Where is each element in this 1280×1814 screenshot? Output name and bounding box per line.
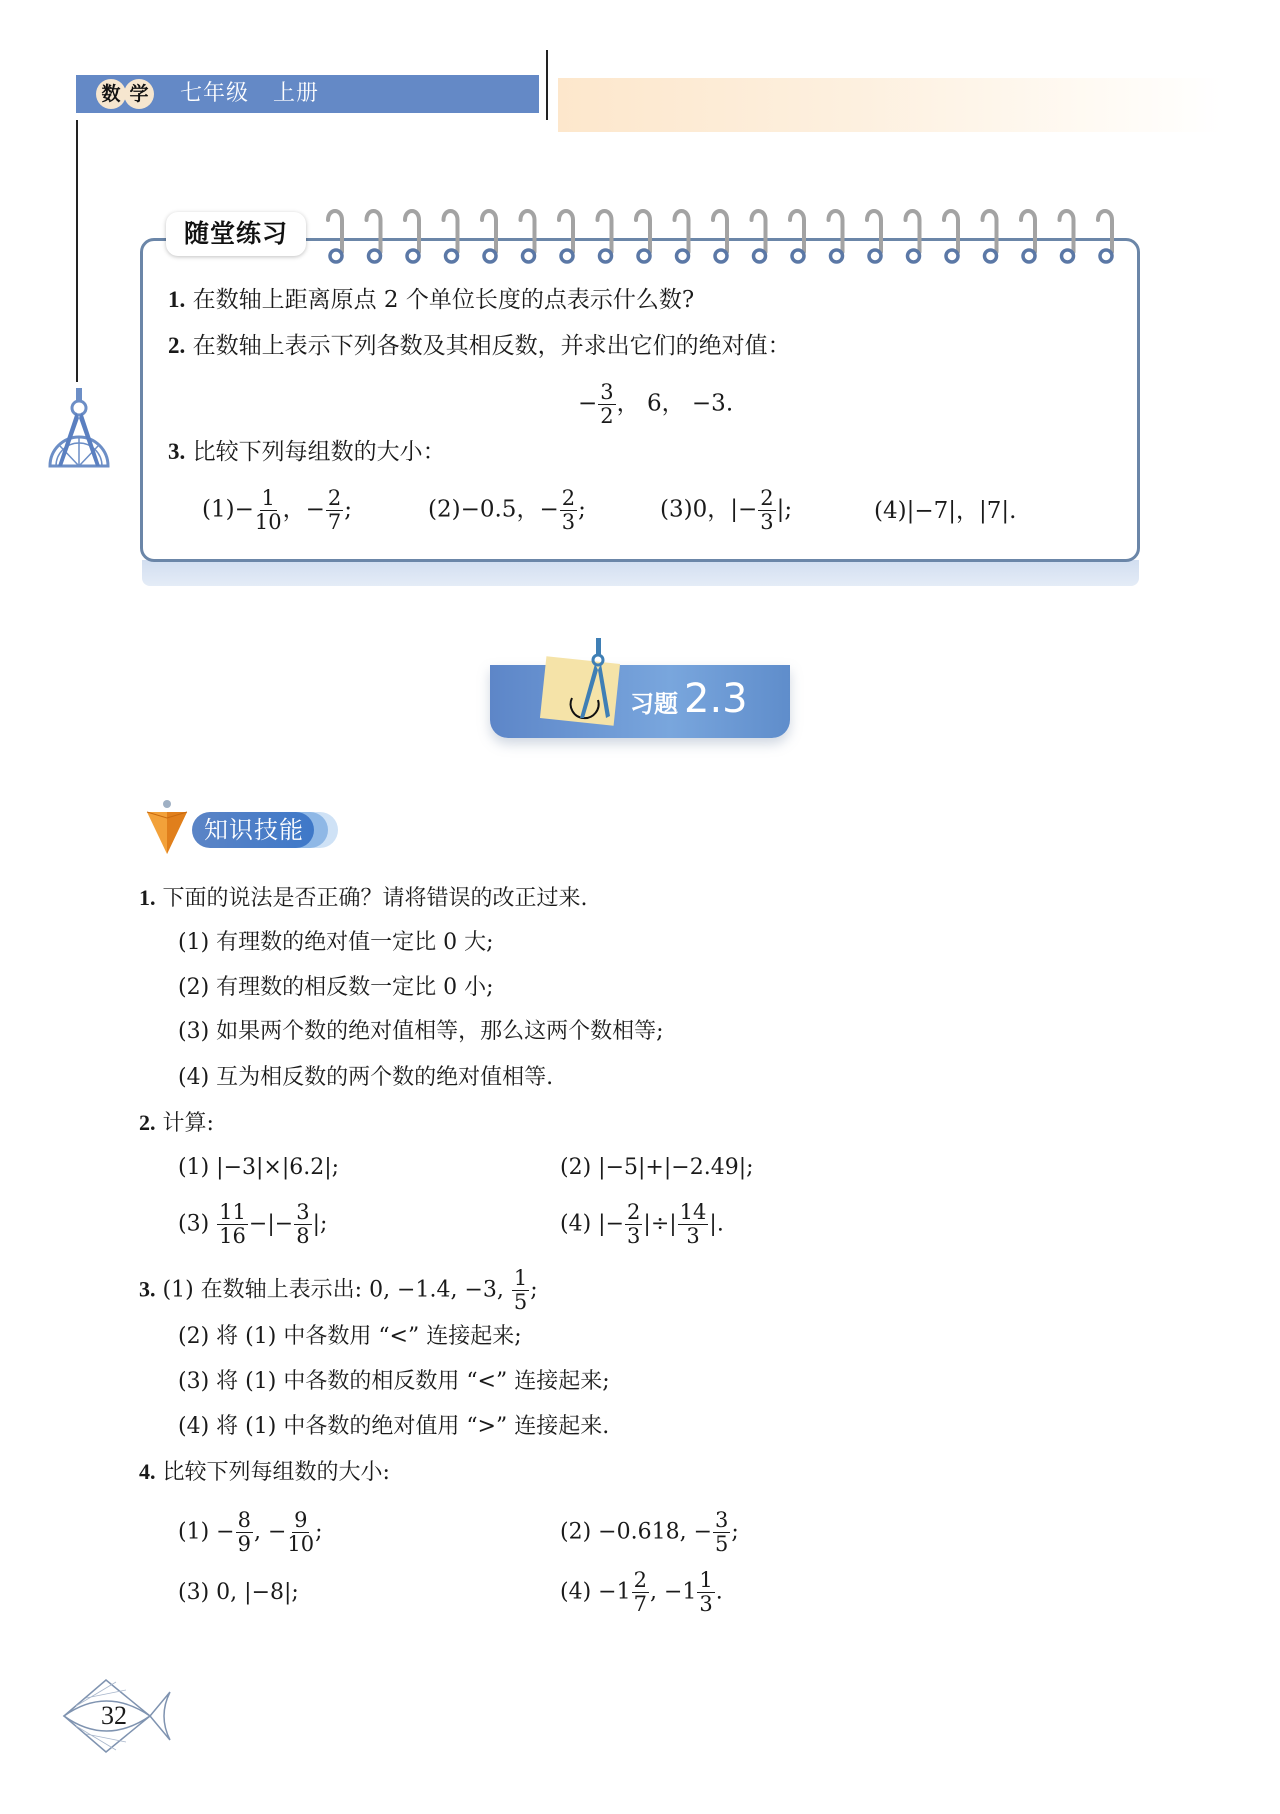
- exercise-q2-item-3: (3) $\frac{11}{16}$ −|− $\frac{3}{8}$ |;: [178, 1200, 328, 1248]
- book-title: 七年级 上册: [180, 81, 319, 106]
- exercise-q1-item-2: (2) 有理数的相反数一定比 0 小;: [178, 975, 494, 1000]
- exercise-q2-item-2: (2) |−5|+|−2.49|;: [560, 1155, 754, 1180]
- exercise-q1-item-1: (1) 有理数的绝对值一定比 0 大;: [178, 930, 494, 955]
- spiral-rings-icon: [324, 206, 1124, 272]
- page-number: 32: [101, 1701, 127, 1730]
- exercise-q4: 4. 比较下列每组数的大小:: [139, 1459, 390, 1485]
- q-text: 比较下列每组数的大小：: [192, 439, 446, 465]
- exercise-title-text: 习题: [630, 690, 678, 718]
- q-text: 在数轴上表示下列各数及其相反数，并求出它们的绝对值：: [192, 333, 791, 359]
- practice-q3-item-4: (4)|−7|，|7|.: [874, 498, 1017, 524]
- exercise-q2: 2. 计算:: [139, 1110, 214, 1136]
- practice-q3-item-3: (3)0，|− $\frac{2}{3}$ |;: [660, 486, 793, 534]
- practice-q2-values: − $\frac{3}{2}$ ， 6， −3.: [578, 380, 734, 428]
- section-title: 知识技能: [192, 812, 314, 848]
- header-gradient-bar: [558, 78, 1223, 132]
- practice-box-shadow: [142, 560, 1139, 586]
- q-number: 2.: [168, 333, 186, 358]
- exercise-q3-item-3: (3) 将 (1) 中各数的相反数用 “<” 连接起来;: [178, 1369, 610, 1394]
- subject-badge-2: 学: [124, 79, 154, 109]
- practice-q3: [168, 437, 446, 467]
- compass-protractor-icon: [46, 388, 112, 472]
- practice-q3-item-2: (2)−0.5，− $\frac{2}{3}$ ;: [428, 486, 586, 534]
- margin-line: [76, 120, 78, 382]
- header-divider: [546, 50, 548, 120]
- header-bar: [76, 75, 539, 113]
- exercise-q4-item-1: (1) − $\frac{8}{9}$ , − $\frac{9}{10}$ ;: [178, 1508, 323, 1556]
- exercise-number: 2.3: [684, 676, 748, 722]
- exercise-q4-item-4: (4) −1 $\frac{2}{7}$ , −1 $\frac{1}{3}$ .: [560, 1568, 723, 1616]
- exercise-q4-item-2: (2) −0.618, − $\frac{3}{5}$ ;: [560, 1508, 739, 1556]
- practice-q3-item-1: (1)− $\frac{1}{10}$ ，− $\frac{2}{7}$ ;: [202, 486, 353, 534]
- exercise-q3-item-4: (4) 将 (1) 中各数的绝对值用 “>” 连接起来.: [178, 1414, 610, 1439]
- drafting-compass-icon: [560, 638, 620, 730]
- q-number: 3.: [168, 439, 186, 464]
- practice-q2: [168, 331, 791, 361]
- practice-q1: [168, 285, 694, 315]
- exercise-q2-item-4: (4) |− $\frac{2}{3}$ |÷| $\frac{14}{3}$ |.: [560, 1200, 724, 1248]
- exercise-title: [630, 676, 748, 722]
- exercise-q1-item-4: (4) 互为相反数的两个数的绝对值相等.: [178, 1065, 554, 1090]
- subject-badge-1: 数: [96, 79, 126, 109]
- exercise-q2-item-1: (1) |−3|×|6.2|;: [178, 1155, 340, 1180]
- q-text: 在数轴上距离原点 2 个单位长度的点表示什么数?: [192, 287, 695, 313]
- plumb-bob-icon: [145, 798, 189, 856]
- exercise-q4-item-3: (3) 0, |−8|;: [178, 1580, 299, 1605]
- exercise-q1-item-3: (3) 如果两个数的绝对值相等，那么这两个数相等;: [178, 1019, 664, 1044]
- exercise-q3-item-1: 3. (1) 在数轴上表示出: 0, −1.4, −3, $\frac{1}{5}$ ;: [139, 1266, 538, 1314]
- exercise-q1: 1. 下面的说法是否正确？请将错误的改正过来.: [139, 885, 588, 911]
- exercise-q3-item-2: (2) 将 (1) 中各数用 “<” 连接起来;: [178, 1324, 522, 1349]
- practice-label: 随堂练习: [166, 212, 306, 256]
- q-number: 1.: [168, 287, 186, 312]
